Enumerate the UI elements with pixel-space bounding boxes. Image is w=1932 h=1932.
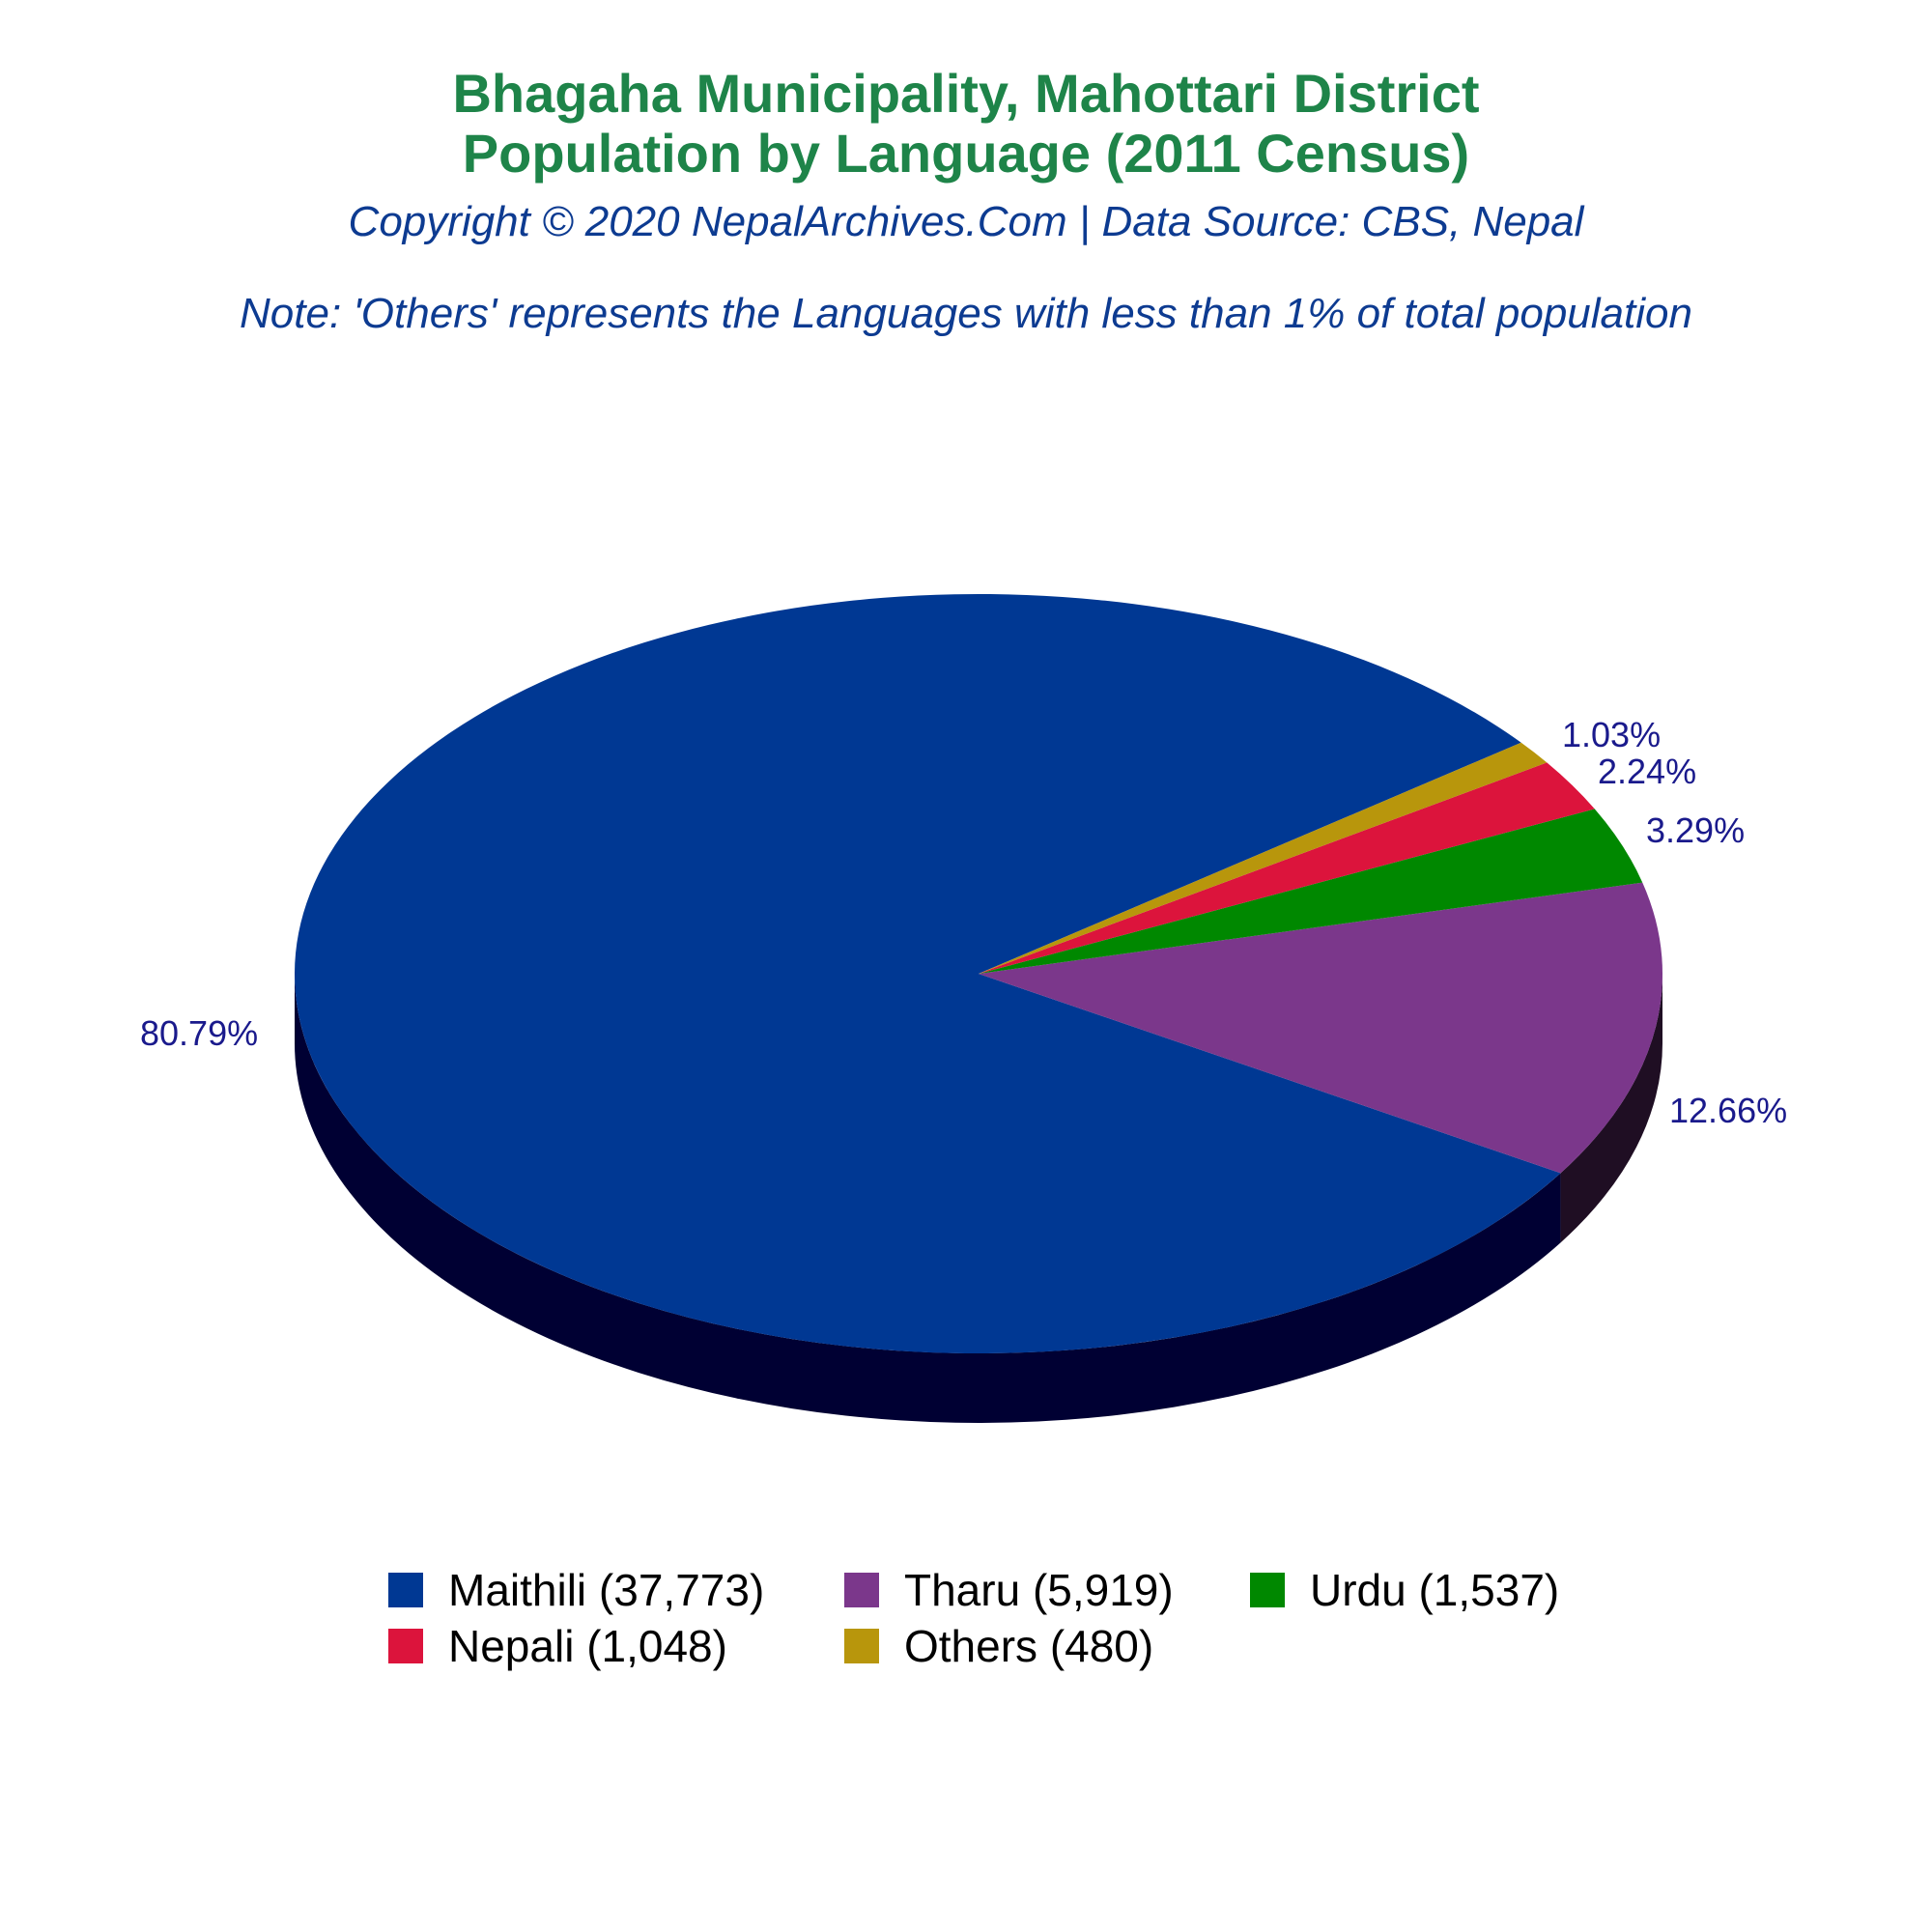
- legend-item-nepali: [388, 1619, 727, 1673]
- pie-slices: [295, 594, 1662, 1353]
- chart-subtitle: Copyright © 2020 NepalArchives.Com | Data Source: CBS, Nepal: [348, 198, 1584, 245]
- legend-label: Others (480): [904, 1621, 1154, 1671]
- pie-label-tharu: 12.66%: [1669, 1091, 1788, 1130]
- pie-label-urdu: 3.29%: [1646, 810, 1746, 850]
- legend-label: Urdu (1,537): [1310, 1565, 1560, 1615]
- pie-label-maithili: 80.79%: [140, 1013, 259, 1053]
- legend-swatch: [388, 1629, 423, 1663]
- chart-legend: [0, 1563, 1932, 1679]
- chart-title-line-2: Population by Language (2011 Census): [462, 123, 1470, 184]
- legend-item-maithili: [388, 1563, 764, 1617]
- legend-label: Tharu (5,919): [904, 1565, 1174, 1615]
- legend-item-others: [844, 1619, 1153, 1673]
- chart-title-line-1: Bhagaha Municipality, Mahottari District: [452, 63, 1480, 124]
- legend-label: Nepali (1,048): [448, 1621, 727, 1671]
- pie-label-nepali: 2.24%: [1598, 752, 1697, 791]
- legend-swatch: [844, 1629, 879, 1663]
- legend-label: Maithili (37,773): [448, 1565, 765, 1615]
- chart-note: Note: 'Others' represents the Languages with less than 1% of total population: [240, 290, 1692, 337]
- legend-swatch: [1250, 1573, 1285, 1607]
- legend-item-urdu: [1250, 1563, 1559, 1617]
- legend-item-tharu: [844, 1563, 1174, 1617]
- legend-swatch: [388, 1573, 423, 1607]
- pie-label-others: 1.03%: [1562, 715, 1662, 754]
- legend-swatch: [844, 1573, 879, 1607]
